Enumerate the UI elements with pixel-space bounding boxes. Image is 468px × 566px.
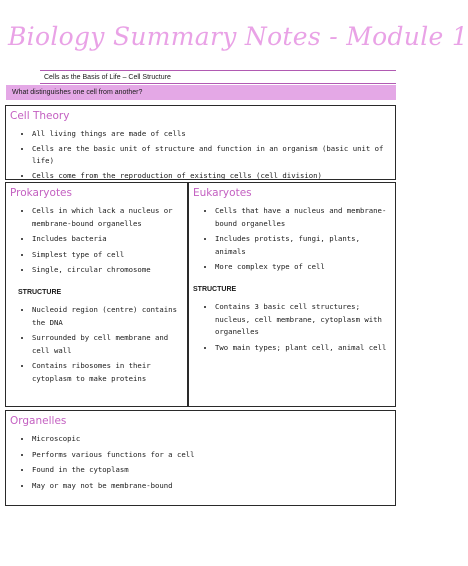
organelles-list xyxy=(6,433,395,492)
inquiry-question-banner: What distinguishes one cell from another? xyxy=(6,85,396,100)
list-item: • Nucleoid region (centre) contains the DNA xyxy=(32,304,181,329)
eukaryotes-section xyxy=(188,182,396,407)
eukaryotes-heading: Eukaryotes xyxy=(193,187,252,199)
list-item: • Performs various functions for a cell xyxy=(32,449,389,462)
list-item: • Cells come from the reproduction of existing cells (cell division) xyxy=(32,170,389,183)
prokaryotes-section xyxy=(5,182,188,407)
list-item: • All living things are made of cells xyxy=(32,128,389,141)
list-item: • Includes bacteria xyxy=(32,233,181,246)
list-item: • Contains ribosomes in their cytoplasm to make proteins xyxy=(32,360,181,385)
eukaryotes-list xyxy=(189,205,395,274)
prokaryotes-list xyxy=(6,205,187,277)
eukaryotes-structure-list xyxy=(189,301,395,354)
list-item: • More complex type of cell xyxy=(215,261,389,274)
list-item: • Contains 3 basic cell structures; nucleus, cell membrane, cytoplasm with organelles xyxy=(215,301,389,339)
list-item: • Single, circular chromosome xyxy=(32,264,181,277)
list-item: • Includes protists, fungi, plants, animals xyxy=(215,233,389,258)
eukaryotes-structure-label: STRUCTURE xyxy=(193,285,237,293)
organelles-section xyxy=(5,410,396,506)
cell-theory-section xyxy=(5,105,396,180)
list-item: • Cells that have a nucleus and membrane-bound organelles xyxy=(215,205,389,230)
organelles-heading: Organelles xyxy=(10,415,67,427)
prokaryotes-heading: Prokaryotes xyxy=(10,187,72,199)
list-item: • Microscopic xyxy=(32,433,389,446)
cell-theory-list xyxy=(6,128,395,182)
list-item: • Simplest type of cell xyxy=(32,249,181,262)
list-item: • Cells are the basic unit of structure and function in an organism (basic unit of life) xyxy=(32,143,389,168)
page-title: Biology Summary Notes - Module 1 xyxy=(8,22,468,51)
prokaryotes-structure-label: STRUCTURE xyxy=(18,288,62,296)
list-item: • Cells in which lack a nucleus or membrane-bound organelles xyxy=(32,205,181,230)
topic-subheading: Cells as the Basis of Life – Cell Structure xyxy=(40,70,396,84)
prokaryotes-structure-list xyxy=(6,304,187,386)
list-item: • Surrounded by cell membrane and cell wall xyxy=(32,332,181,357)
list-item: • Found in the cytoplasm xyxy=(32,464,389,477)
list-item: • May or may not be membrane-bound xyxy=(32,480,389,493)
cell-theory-heading: Cell Theory xyxy=(10,110,70,122)
list-item: • Two main types; plant cell, animal cell xyxy=(215,342,389,355)
